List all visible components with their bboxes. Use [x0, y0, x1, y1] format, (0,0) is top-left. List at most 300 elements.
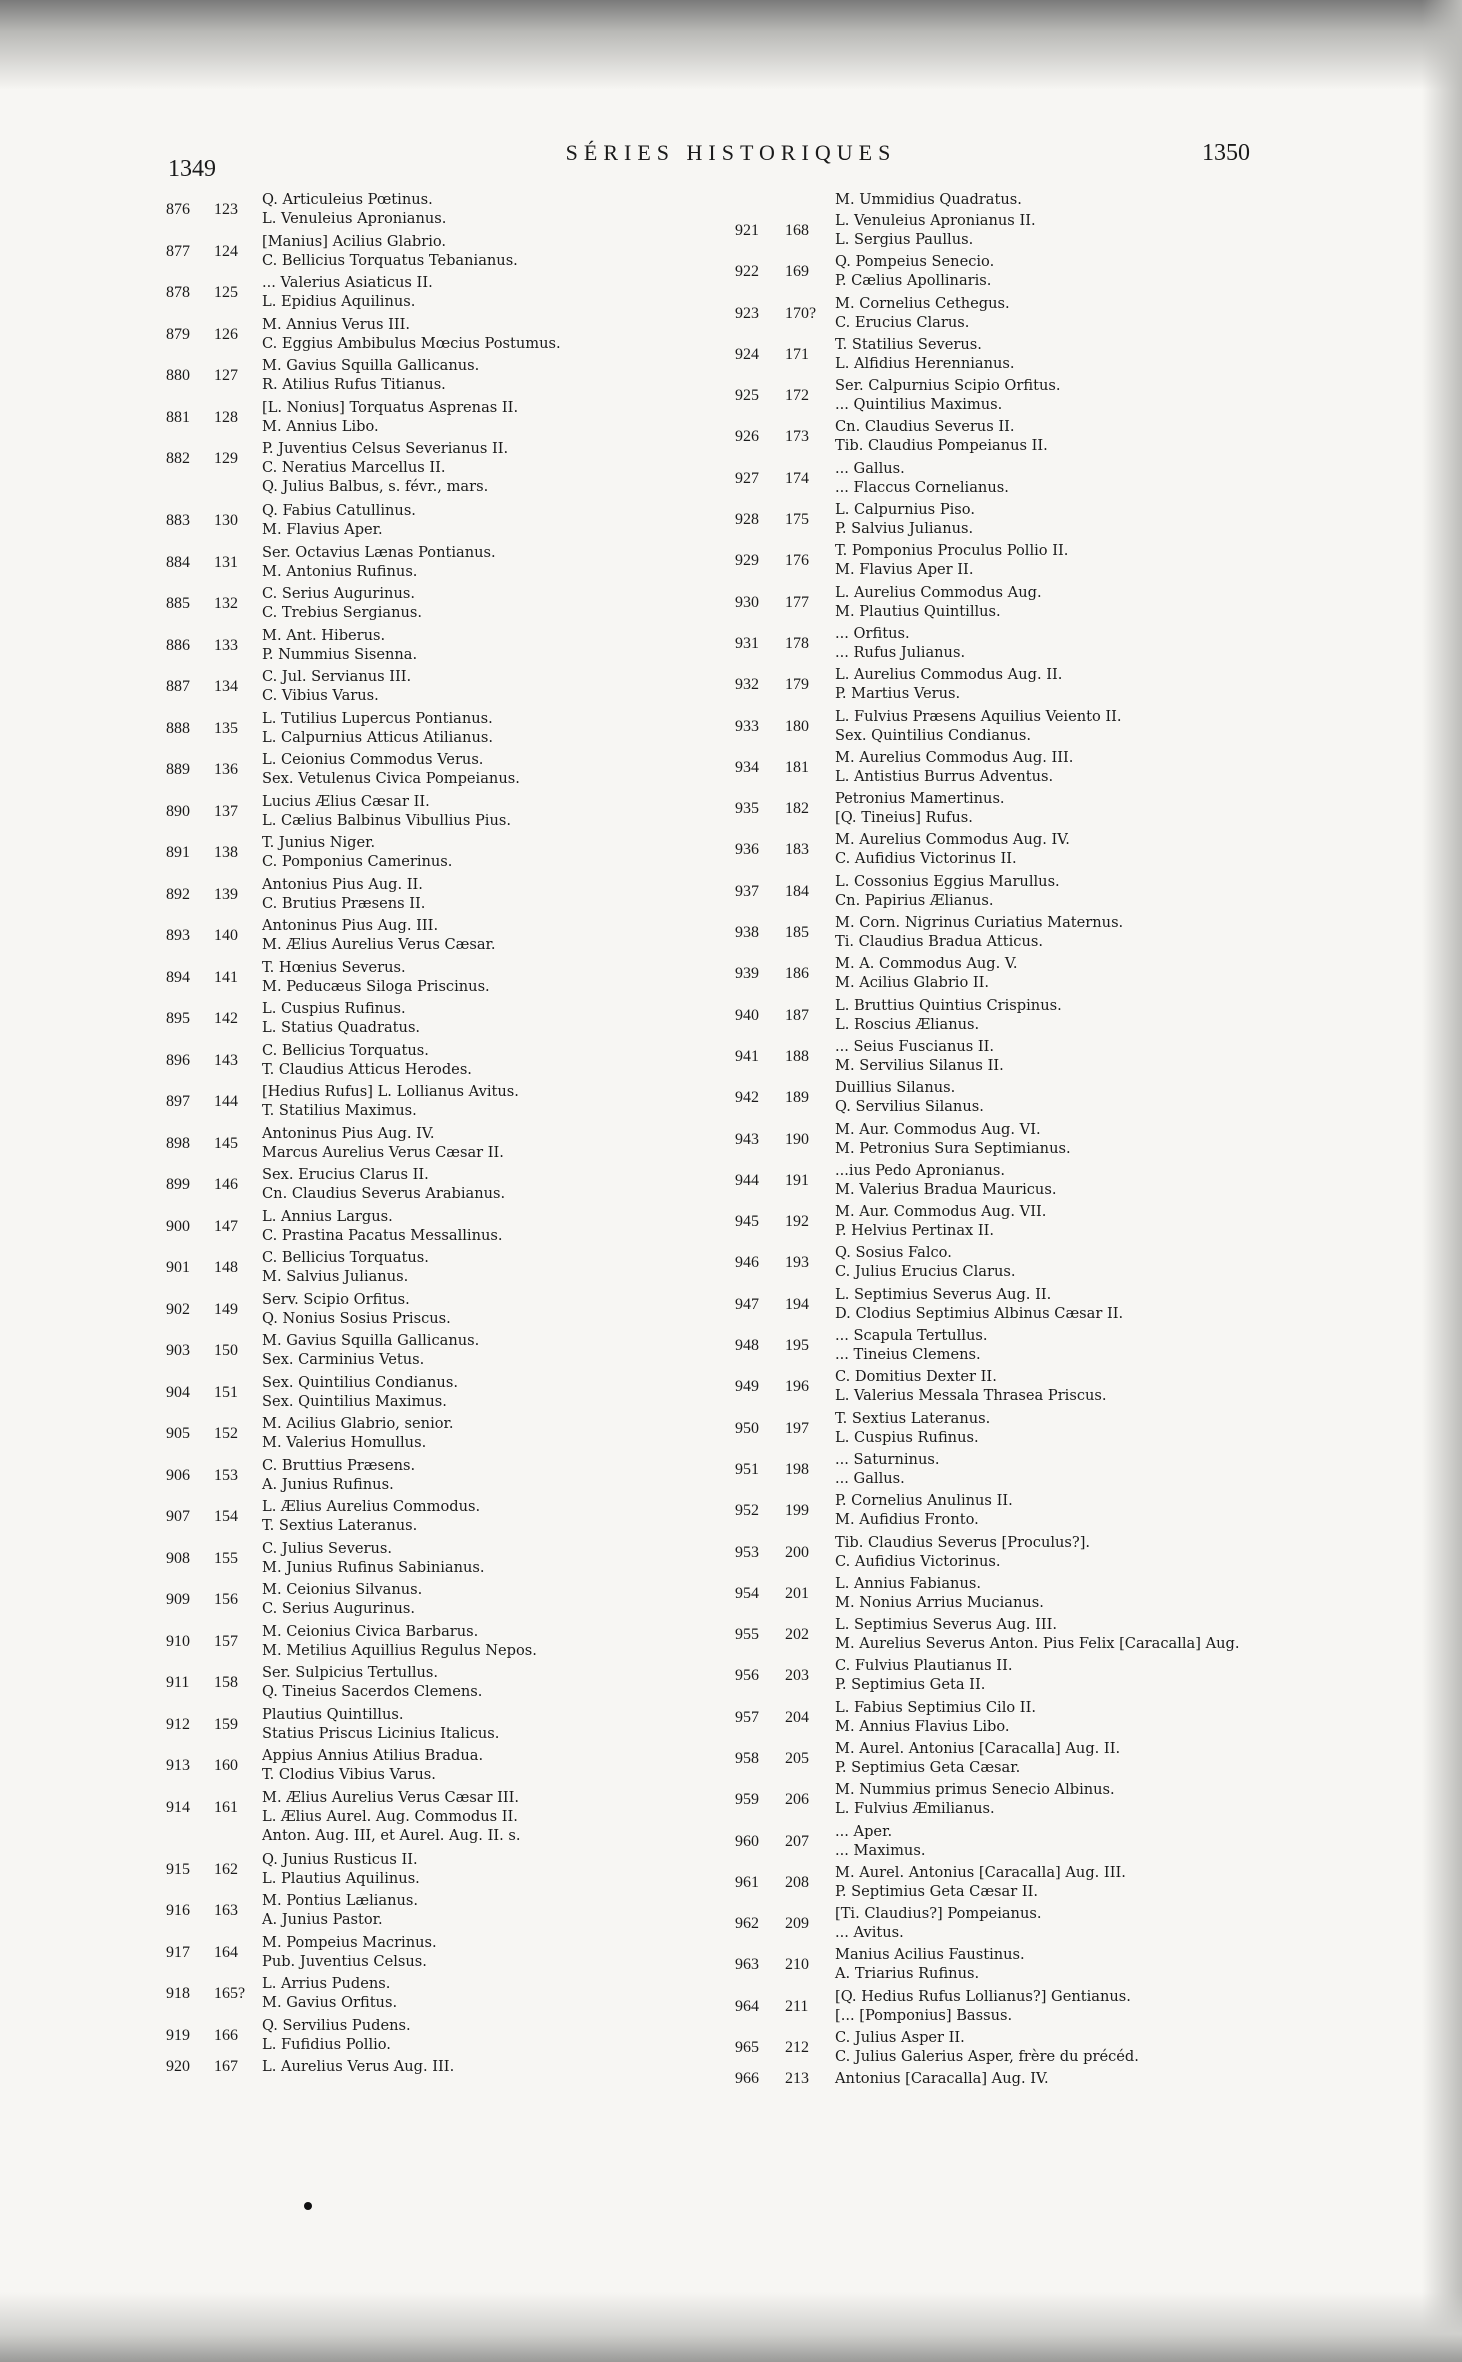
consul-name: Marcus Aurelius Verus Cæsar II.	[262, 1143, 504, 1161]
consul-name: M. Aurelius Commodus Aug. IV.	[835, 831, 1070, 849]
consul-entry	[166, 1414, 726, 1456]
year-auc: 877	[166, 242, 190, 260]
consul-entry	[166, 501, 726, 543]
year-auc: 902	[166, 1300, 190, 1318]
consul-entry	[166, 1248, 726, 1290]
consul-name: C. Bellicius Torquatus.	[262, 1041, 429, 1059]
consul-name: L. Arrius Pudens.	[262, 1975, 391, 1992]
consul-name: Sex. Quintilius Condianus.	[262, 1373, 458, 1391]
consul-name: Serv. Scipio Orfitus.	[262, 1290, 410, 1308]
year-ce: 135	[214, 719, 238, 737]
year-ce: 146	[214, 1176, 238, 1193]
consul-name: M. Ummidius Quadratus.	[835, 191, 1022, 208]
consul-name: M. Annius Verus III.	[262, 315, 411, 333]
scan-edge-bottom	[0, 2292, 1462, 2362]
year-auc: 943	[735, 1130, 759, 1148]
year-ce: 172	[785, 387, 809, 405]
consul-name: M. Valerius Bradua Mauricus.	[835, 1180, 1057, 1198]
consul-names	[835, 1533, 1090, 1571]
year-auc: 887	[166, 678, 190, 695]
year-auc: 884	[166, 553, 190, 571]
consul-name: Cn. Claudius Severus Arabianus.	[262, 1185, 506, 1202]
consul-name: L. Cuspius Rufinus.	[835, 1428, 979, 1446]
consul-name: Q. Tineius Sacerdos Clemens.	[262, 1683, 483, 1700]
consul-name: P. Helvius Pertinax II.	[835, 1222, 995, 1240]
consul-name: Anton. Aug. III, et Aurel. Aug. II. s.	[262, 1826, 521, 1844]
consul-names	[262, 356, 479, 394]
year-auc: 929	[735, 552, 759, 570]
consul-name: M. Aur. Commodus Aug. VII.	[835, 1203, 1047, 1221]
year-ce: 160	[214, 1757, 238, 1774]
year-auc: 925	[735, 387, 759, 405]
consul-name: L. Aurelius Commodus Aug. II.	[835, 666, 1063, 684]
year-ce: 174	[785, 469, 809, 487]
consul-name: L. Aurelius Commodus Aug.	[835, 583, 1042, 601]
year-auc: 934	[735, 758, 759, 776]
consul-entry	[166, 439, 726, 501]
year-auc: 923	[735, 304, 759, 322]
consul-names	[262, 1207, 503, 1245]
consul-name: M. Peducæus Siloga Priscinus.	[262, 977, 490, 995]
consul-name: Q. Servilius Pudens.	[262, 2016, 411, 2034]
year-auc: 890	[166, 802, 190, 820]
year-auc: 964	[735, 1997, 759, 2015]
year-auc: 941	[735, 1047, 759, 1065]
consul-name: [Q. Hedius Rufus Lollianus?] Gentianus.	[835, 1987, 1131, 2005]
consul-names	[835, 624, 965, 662]
consul-name: Cn. Claudius Severus II.	[835, 418, 1015, 436]
consul-name: ... Gallus.	[835, 459, 905, 477]
year-auc: 963	[735, 1956, 759, 1974]
consul-name: Antonius [Caracalla] Aug. IV.	[835, 2070, 1049, 2088]
consul-entry	[166, 1207, 726, 1249]
consul-name: L. Cælius Balbinus Vibullius Pius.	[262, 811, 511, 829]
consul-names	[262, 1539, 485, 1577]
year-ce: 132	[214, 595, 238, 612]
year-ce: 142	[214, 1010, 238, 1027]
consul-names	[262, 1290, 451, 1328]
consul-entry	[735, 211, 1315, 252]
consul-name: Tib. Claudius Severus [Proculus?].	[835, 1533, 1091, 1551]
year-auc: 951	[735, 1460, 759, 1478]
year-auc: 965	[735, 2039, 759, 2057]
consul-names	[835, 913, 1123, 951]
consul-name: M. Aur. Commodus Aug. VI.	[835, 1120, 1041, 1138]
consul-names	[262, 1850, 420, 1888]
consul-names	[835, 1987, 1131, 2025]
year-auc: 908	[166, 1549, 190, 1567]
year-auc: 921	[735, 222, 759, 239]
consul-names	[835, 665, 1062, 703]
scan-edge-right	[1422, 0, 1462, 2362]
consul-name: C. Trebius Sergianus.	[262, 604, 423, 621]
consul-name: M. Aurel. Antonius [Caracalla] Aug. II.	[835, 1739, 1121, 1757]
consul-entry	[166, 1850, 726, 1892]
consul-entry	[166, 1580, 726, 1622]
consul-name: ... Rufus Julianus.	[835, 643, 966, 661]
year-auc: 936	[735, 841, 759, 859]
year-auc: 939	[735, 965, 759, 983]
consul-name: L. Ceionius Commodus Verus.	[262, 751, 484, 768]
consul-entry	[166, 750, 726, 792]
consul-name: M. Cornelius Cethegus.	[835, 294, 1010, 312]
consul-name: Sex. Quintilius Maximus.	[262, 1392, 447, 1410]
consul-entry	[166, 356, 726, 398]
consul-names	[262, 1082, 519, 1120]
consul-entry	[166, 543, 726, 585]
consul-entry	[166, 1456, 726, 1498]
ink-spot	[304, 2202, 312, 2210]
year-auc: 885	[166, 595, 190, 612]
consul-name: L. Venuleius Apronianus II.	[835, 212, 1036, 229]
consul-name: Antoninus Pius Aug. III.	[262, 917, 439, 934]
consul-entry	[735, 2069, 1315, 2090]
consul-entry	[735, 1904, 1315, 1945]
year-ce: 141	[214, 968, 238, 986]
consul-name: M. Acilius Glabrio, senior.	[262, 1415, 454, 1432]
year-auc: 945	[735, 1213, 759, 1231]
consul-names	[835, 872, 1060, 910]
consul-name: C. Julius Severus.	[262, 1539, 393, 1557]
consul-name: L. Sergius Paullus.	[835, 231, 974, 248]
consul-name: [L. Nonius] Torquatus Asprenas II.	[262, 398, 519, 416]
year-ce: 154	[214, 1508, 238, 1525]
consul-name: C. Jul. Servianus III.	[262, 668, 412, 685]
consul-name: M. Servilius Silanus II.	[835, 1056, 1004, 1074]
consul-entry	[735, 1656, 1315, 1697]
consul-name: Ser. Sulpicius Tertullus.	[262, 1664, 439, 1681]
consul-entry	[735, 1120, 1315, 1161]
year-ce: 164	[214, 1943, 238, 1961]
consul-names	[835, 1285, 1123, 1323]
year-auc: 911	[166, 1674, 190, 1691]
consul-entry	[735, 459, 1315, 500]
year-ce: 136	[214, 761, 238, 778]
consul-entry	[166, 1663, 726, 1705]
year-auc: 883	[166, 512, 190, 529]
year-auc: 926	[735, 428, 759, 446]
consul-entry	[735, 1078, 1315, 1119]
consul-name: C. Bellicius Torquatus.	[262, 1249, 429, 1266]
consul-names	[835, 1656, 1012, 1694]
year-auc: 914	[166, 1798, 190, 1816]
consul-entry	[735, 583, 1315, 624]
year-ce: 195	[785, 1337, 809, 1355]
year-auc: 924	[735, 345, 759, 363]
year-auc: 895	[166, 1010, 190, 1027]
consul-name: Q. Pompeius Senecio.	[835, 253, 995, 271]
consul-names	[835, 1450, 940, 1488]
consul-names	[835, 1780, 1115, 1818]
year-ce: 186	[785, 965, 809, 983]
consul-entry	[166, 875, 726, 917]
consul-names	[262, 501, 416, 539]
year-ce: 171	[785, 345, 809, 363]
year-ce: 188	[785, 1047, 809, 1065]
consul-name: P. Cælius Apollinaris.	[835, 272, 992, 290]
consul-entry	[735, 1945, 1315, 1986]
consul-names	[262, 916, 496, 954]
consul-name: R. Atilius Rufus Titianus.	[262, 376, 446, 393]
consul-name: L. Venuleius Apronianus.	[262, 210, 447, 227]
year-ce: 145	[214, 1134, 238, 1152]
consul-entry	[166, 1041, 726, 1083]
consul-names	[262, 1891, 418, 1929]
consul-names	[262, 1746, 483, 1784]
year-auc: 942	[735, 1089, 759, 1107]
consul-name: M. Flavius Aper II.	[835, 561, 974, 579]
consul-name: L. Fulvius Æmilianus.	[835, 1800, 995, 1818]
consul-name: A. Junius Rufinus.	[262, 1475, 394, 1493]
year-auc: 955	[735, 1626, 759, 1644]
year-auc: 948	[735, 1337, 759, 1355]
year-auc: 899	[166, 1176, 190, 1193]
consul-name: Duillius Silanus.	[835, 1079, 956, 1097]
year-auc: 901	[166, 1259, 190, 1276]
year-ce: 175	[785, 511, 809, 529]
consul-names	[262, 1705, 499, 1743]
consul-name: M. Aurelius Commodus Aug. III.	[835, 748, 1074, 766]
year-ce: 185	[785, 924, 809, 942]
year-auc: 892	[166, 885, 190, 903]
consul-name: Statius Priscus Licinius Italicus.	[262, 1724, 500, 1742]
consul-name: Q. Junius Rusticus II.	[262, 1850, 418, 1868]
year-auc: 946	[735, 1254, 759, 1272]
consul-names	[835, 1037, 1004, 1075]
consul-entry	[735, 294, 1315, 335]
consul-entry	[735, 954, 1315, 995]
consul-names	[835, 996, 1062, 1034]
consul-name: A. Triarius Rufinus.	[835, 1965, 980, 1983]
consul-names	[835, 211, 1036, 249]
consul-name: M. Salvius Julianus.	[262, 1268, 409, 1285]
year-auc: 889	[166, 761, 190, 778]
consul-names	[262, 398, 518, 436]
consul-name: M. Aurel. Antonius [Caracalla] Aug. III.	[835, 1863, 1126, 1881]
consul-entry	[735, 1615, 1315, 1656]
consul-name: M. Ælius Aurelius Verus Cæsar III.	[262, 1788, 520, 1806]
consul-entry	[735, 665, 1315, 706]
year-auc: 906	[166, 1466, 190, 1484]
consul-entry	[735, 1367, 1315, 1408]
consul-names	[835, 500, 975, 538]
consul-entry	[166, 2016, 726, 2058]
consul-name: M. Gavius Squilla Gallicanus.	[262, 357, 480, 374]
consul-names	[262, 439, 508, 496]
consul-entry	[735, 1863, 1315, 1904]
year-auc: 937	[735, 882, 759, 900]
year-auc: 913	[166, 1757, 190, 1774]
consul-entry	[735, 1161, 1315, 1202]
consul-entry	[735, 913, 1315, 954]
consul-names	[835, 1739, 1120, 1777]
year-ce: 133	[214, 636, 238, 654]
year-ce: 207	[785, 1832, 809, 1850]
year-auc: 956	[735, 1667, 759, 1685]
year-auc: 938	[735, 924, 759, 942]
year-auc: 935	[735, 800, 759, 818]
right-column	[735, 190, 1315, 2090]
year-ce: 204	[785, 1708, 809, 1726]
consul-entry	[735, 1574, 1315, 1615]
year-ce: 180	[785, 717, 809, 735]
consul-names	[262, 273, 433, 311]
consul-entry	[735, 1326, 1315, 1367]
consul-name: Sex. Vetulenus Civica Pompeianus.	[262, 770, 520, 787]
consul-names	[835, 1367, 1107, 1405]
consul-name: M. Ceionius Civica Barbarus.	[262, 1622, 479, 1640]
year-auc: 886	[166, 636, 190, 654]
consul-entry	[166, 1373, 726, 1415]
consul-entry	[166, 667, 726, 709]
consul-name: C. Serius Augurinus.	[262, 585, 415, 602]
consul-entry	[166, 315, 726, 357]
consul-names	[835, 707, 1122, 745]
year-ce: 205	[785, 1749, 809, 1767]
year-auc: 896	[166, 1051, 190, 1069]
consul-names	[835, 252, 994, 290]
consul-entry	[166, 1539, 726, 1581]
consul-name: C. Domitius Dexter II.	[835, 1368, 997, 1386]
consul-entry	[735, 872, 1315, 913]
year-ce: 123	[214, 201, 238, 218]
consul-entry	[166, 626, 726, 668]
year-ce: 138	[214, 844, 238, 861]
consul-name: Ti. Claudius Bradua Atticus.	[835, 933, 1044, 951]
consul-names	[262, 999, 420, 1037]
consul-names	[262, 315, 561, 353]
consul-entry	[735, 748, 1315, 789]
year-ce: 157	[214, 1632, 238, 1650]
consul-entry	[166, 958, 726, 1000]
consul-name: ... Quintilius Maximus.	[835, 396, 1003, 414]
consul-name: D. Clodius Septimius Albinus Cæsar II.	[835, 1304, 1124, 1322]
consul-names	[835, 417, 1048, 455]
year-ce: 140	[214, 927, 238, 944]
consul-name: T. Clodius Vibius Varus.	[262, 1766, 436, 1783]
consul-name: Antoninus Pius Aug. IV.	[262, 1124, 435, 1142]
consul-name: ... Seius Fuscianus II.	[835, 1037, 995, 1055]
year-ce: 176	[785, 552, 809, 570]
consul-names	[262, 584, 422, 622]
year-auc: 878	[166, 284, 190, 301]
year-auc: 944	[735, 1171, 759, 1189]
consul-name: T. Sextius Lateranus.	[262, 1517, 418, 1534]
consul-name: M. Petronius Sura Septimianus.	[835, 1139, 1071, 1157]
consul-names	[835, 1120, 1071, 1158]
consul-name: Sex. Carminius Vetus.	[262, 1351, 425, 1368]
consul-entry	[166, 999, 726, 1041]
scan-edge-top	[0, 0, 1462, 90]
consul-names	[262, 1663, 482, 1701]
consul-name: L. Cuspius Rufinus.	[262, 1000, 406, 1017]
consul-name: Ser. Octavius Lænas Pontianus.	[262, 543, 496, 561]
consul-entry	[166, 1290, 726, 1332]
consul-entry	[166, 792, 726, 834]
consul-name: ... Valerius Asiaticus II.	[262, 274, 433, 291]
consul-names	[835, 1574, 1044, 1612]
consul-name: Plautius Quintillus.	[262, 1705, 404, 1723]
year-auc: 930	[735, 593, 759, 611]
consul-entry	[735, 1987, 1315, 2028]
consul-name: C. Aufidius Victorinus.	[835, 1552, 1001, 1570]
consul-entry	[735, 1450, 1315, 1491]
year-ce: 125	[214, 284, 238, 301]
year-auc: 903	[166, 1342, 190, 1359]
consul-name: T. Junius Niger.	[262, 834, 376, 851]
consul-name: P. Nummius Sisenna.	[262, 645, 418, 663]
consul-name: ... Avitus.	[835, 1924, 904, 1942]
consul-entry	[735, 376, 1315, 417]
consul-name: Antonius Pius Aug. II.	[262, 875, 423, 893]
year-ce: 139	[214, 885, 238, 903]
consul-name: Manius Acilius Faustinus.	[835, 1946, 1025, 1964]
consul-names	[835, 2069, 1049, 2088]
consul-name: M. A. Commodus Aug. V.	[835, 955, 1018, 973]
year-auc: 920	[166, 2058, 190, 2075]
consul-entry	[735, 1533, 1315, 1574]
consul-names	[262, 2057, 454, 2076]
consul-name: L. Septimius Severus Aug. II.	[835, 1285, 1052, 1303]
consul-names	[262, 543, 496, 581]
consul-name: ... Maximus.	[835, 1841, 926, 1859]
consul-names	[835, 2028, 1139, 2066]
consul-name: P. Cornelius Anulinus II.	[835, 1492, 1013, 1510]
consul-entry	[735, 624, 1315, 665]
consul-entry	[735, 1739, 1315, 1780]
consul-name: Tib. Claudius Pompeianus II.	[835, 437, 1048, 455]
consul-names	[835, 1491, 1013, 1529]
year-auc: 904	[166, 1383, 190, 1401]
year-ce: 184	[785, 882, 809, 900]
consul-name: Q. Servilius Silanus.	[835, 1098, 984, 1116]
consul-entry	[735, 252, 1315, 293]
year-auc: 893	[166, 927, 190, 944]
year-ce: 192	[785, 1213, 809, 1231]
year-ce: 128	[214, 408, 238, 426]
consul-name: [Ti. Claudius?] Pompeianus.	[835, 1905, 1042, 1923]
consul-name: C. Bruttius Præsens.	[262, 1456, 416, 1474]
year-ce: 151	[214, 1383, 238, 1401]
consul-names	[835, 1698, 1036, 1736]
year-ce: 126	[214, 325, 238, 343]
consul-names	[262, 750, 520, 788]
year-ce: 211	[785, 1997, 809, 2015]
year-ce: 183	[785, 841, 809, 859]
consul-names	[262, 667, 411, 705]
consul-names	[835, 1863, 1126, 1901]
consul-name: ... Orfitus.	[835, 624, 910, 642]
consul-names	[835, 294, 1010, 332]
consul-name: M. Aurelius Severus Anton. Pius Felix [Caracalla] Aug.	[835, 1635, 1240, 1653]
consul-entry	[166, 833, 726, 875]
consul-names	[262, 1373, 458, 1411]
consul-names	[835, 1326, 988, 1364]
consul-entry	[166, 232, 726, 274]
consul-name: C. Brutius Præsens II.	[262, 894, 426, 912]
consul-name: Sex. Erucius Clarus II.	[262, 1166, 429, 1183]
consul-entry	[166, 190, 726, 232]
consul-name: C. Julius Galerius Asper, frère du précéd.	[835, 2048, 1139, 2066]
year-auc: 931	[735, 634, 759, 652]
year-auc: 917	[166, 1943, 190, 1961]
consul-names	[262, 958, 490, 996]
consul-entry	[735, 1409, 1315, 1450]
consul-entry	[735, 707, 1315, 748]
year-ce: 127	[214, 367, 238, 384]
consul-names	[262, 1497, 480, 1535]
year-auc: 949	[735, 1378, 759, 1396]
